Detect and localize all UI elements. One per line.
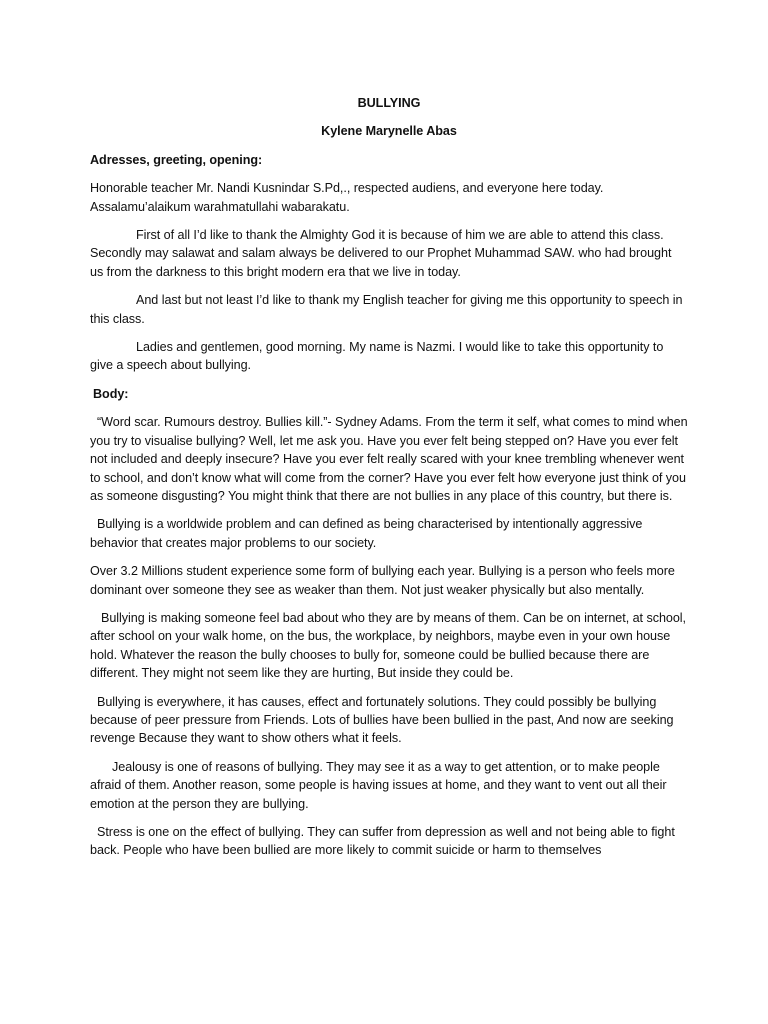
paragraph-jealousy: Jealousy is one of reasons of bullying. They may see it as a way to get attention, or to make people afraid of them. Another reason, some people is having issues at home, and they want to vent out all their emotion at the person they are bullying. <box>90 759 667 811</box>
greeting-line: Honorable teacher Mr. Nandi Kusnindar S.Pd,., respected audiens, and everyone here today. <box>90 181 604 196</box>
paragraph-thanks-teacher: And last but not least I’d like to thank my English teacher for giving me this opportunity to speech in this class. <box>90 293 683 326</box>
paragraph-millions: Over 3.2 Millions student experience some form of bullying each year. Bullying is a person who feels more dominant over someone they see as weaker than them. Not just weaker physically but also mentally. <box>90 564 675 597</box>
paragraph-worldwide: Bullying is a worldwide problem and can defined as being characterised by intentionally aggressive behavior that creates major problems to our society. <box>90 517 643 550</box>
paragraph-intro: Ladies and gentlemen, good morning. My name is Nazmi. I would like to take this opportunity to give a speech about bullying. <box>90 340 664 373</box>
paragraph-everywhere: Bullying is everywhere, it has causes, effect and fortunately solutions. They could possibly be bullying because of peer pressure from Friends. Lots of bullies have been bullied in the past, And now are seeking revenge Because they want to show others what it feels. <box>90 694 674 746</box>
salam-line: Assalamu’alaikum warahmatullahi wabarakatu. <box>90 199 350 214</box>
paragraph-stress: Stress is one on the effect of bullying. They can suffer from depression as well and not being able to fight back. People who have been bullied are more likely to commit suicide or harm to themselves <box>90 825 675 858</box>
paragraph-quote: “Word scar. Rumours destroy. Bullies kill.”- Sydney Adams. From the term it self, what comes to mind when you try to visualise bullying? Well, let me ask you. Have you ever felt being stepped on? Have you ever felt not included and deeply insecure? Have you ever felt really scared with your knee trembling whenever went to school, and don’t know what will come from the corner? Have you ever felt how everyone just think of you as someone disgusting? You might think that there are not bullies in any place of this country, but there is. <box>90 415 688 503</box>
document-author: Kylene Marynelle Abas <box>321 124 457 139</box>
paragraph-making: Bullying is making someone feel bad about who they are by means of them. Can be on internet, at school, after school on your walk home, on the bus, the workplace, by neighbors, maybe even in your own house hold. Whatever the reason the bully chooses to bully for, someone could be bullied because there are different. They might not seem like they are hurting, But inside they could be. <box>90 610 687 681</box>
heading-body: Body: <box>93 386 129 401</box>
paragraph-thanks-god: First of all I’d like to thank the Almighty God it is because of him we are able to attend this class. Secondly may salawat and salam always be delivered to our Prophet Muhammad SAW. who had brought us from the darkness to this bright modern era that we live in today. <box>90 228 672 279</box>
document-title: BULLYING <box>357 96 421 110</box>
greeting-paragraph <box>90 179 688 216</box>
heading-opening: Adresses, greeting, opening: <box>90 152 263 167</box>
